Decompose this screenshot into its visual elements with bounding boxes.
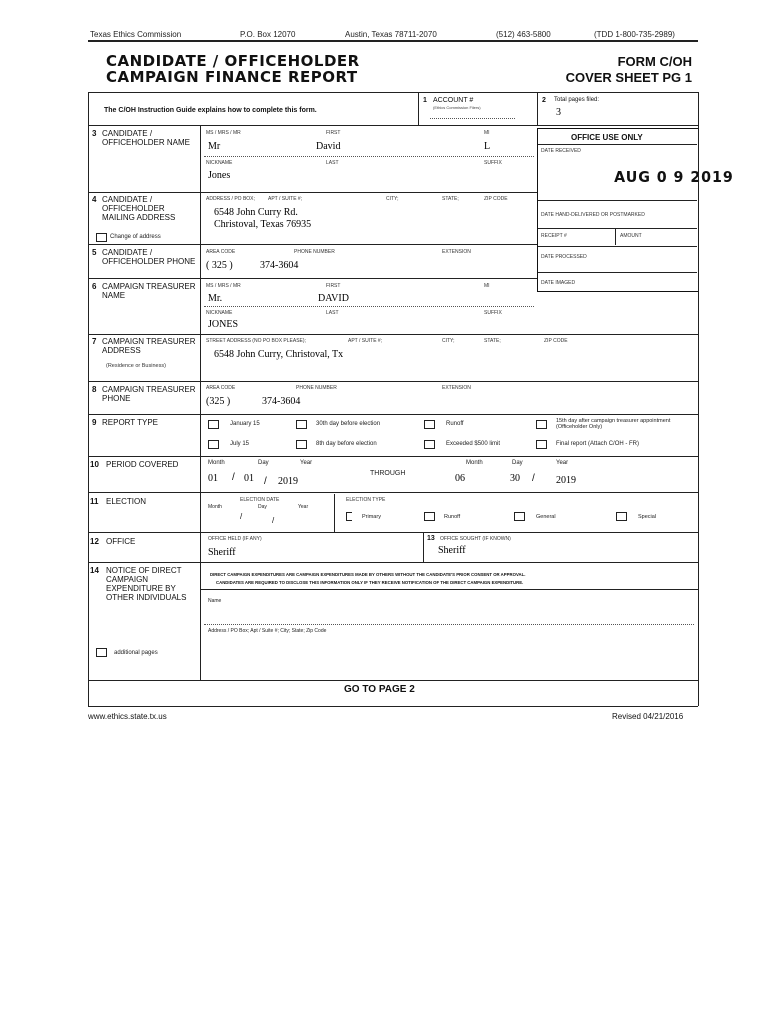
rule — [88, 532, 698, 533]
state-label: STATE; — [484, 338, 501, 344]
area-code-label: AREA CODE — [206, 385, 236, 391]
last-label: LAST — [326, 310, 339, 316]
form-code: FORM C/OH — [617, 54, 692, 69]
amount-label: AMOUNT — [620, 233, 642, 239]
divider — [537, 93, 538, 125]
rule — [538, 272, 697, 273]
received-date-stamp: AUG 0 9 2019 — [614, 168, 734, 186]
section-title: REPORT TYPE — [102, 418, 159, 427]
day-label: Day — [512, 460, 523, 466]
primary-label: Primary — [362, 514, 381, 520]
day-label: Day — [258, 504, 267, 510]
section-number: 11 — [90, 497, 99, 506]
rule — [88, 492, 698, 493]
account-sub-label: (Ethics Commission Filers) — [433, 105, 481, 110]
divider — [615, 229, 616, 245]
special-label: Special — [638, 514, 657, 520]
first-label: FIRST — [326, 283, 341, 289]
total-pages-value[interactable]: 3 — [556, 107, 561, 118]
report-type-label: Final report (Attach C/OH - FR) — [556, 441, 640, 447]
year-label: Year — [556, 460, 569, 466]
office-sought-label: OFFICE SOUGHT (IF KNOWN) — [440, 536, 511, 542]
month-label: Month — [208, 460, 225, 466]
office-use-title: OFFICE USE ONLY — [571, 133, 643, 142]
treasurer-area-code[interactable]: (325 ) — [206, 396, 231, 407]
city-address: Austin, Texas 78711-2070 — [345, 30, 437, 39]
period-to-day[interactable]: 30 — [510, 473, 520, 484]
address-label: ADDRESS / PO BOX; — [206, 196, 255, 202]
office-held-label: OFFICE HELD (IF ANY) — [208, 536, 262, 542]
instruction-text: The C/OH Instruction Guide explains how to complete this form. — [104, 107, 317, 114]
rule — [88, 562, 698, 563]
suffix-label: SUFFIX — [484, 310, 502, 316]
form-left-edge — [88, 92, 89, 706]
divider — [423, 532, 424, 562]
receipt-label: RECEIPT # — [541, 233, 567, 239]
section-title: CAMPAIGN TREASURER NAME — [102, 282, 196, 300]
account-input-line[interactable] — [430, 118, 515, 119]
special-checkbox[interactable] — [616, 512, 627, 521]
section-title: CAMPAIGN TREASURER PHONE — [102, 385, 196, 403]
street-label: STREET ADDRESS (NO PO BOX PLEASE); — [206, 338, 306, 344]
report-type-checkbox[interactable] — [296, 440, 307, 449]
rule — [200, 589, 698, 590]
apt-label: APT / SUITE #; — [348, 338, 383, 344]
website: www.ethics.state.tx.us — [88, 712, 167, 721]
field-line — [204, 306, 534, 307]
agency-name: Texas Ethics Commission — [90, 30, 182, 39]
rule — [88, 381, 698, 382]
candidate-phone[interactable]: 374-3604 — [260, 260, 299, 271]
report-type-checkbox[interactable] — [208, 440, 219, 449]
section-title: OFFICE — [106, 537, 136, 546]
candidate-mi[interactable]: L — [484, 141, 491, 152]
year-label: Year — [298, 504, 309, 510]
rule — [88, 278, 537, 279]
change-of-address-checkbox[interactable] — [96, 233, 107, 242]
section-title: PERIOD COVERED — [106, 460, 179, 469]
additional-pages-checkbox[interactable] — [96, 648, 107, 657]
field-line — [204, 156, 534, 157]
date-separator: / — [264, 476, 267, 487]
period-from-month[interactable]: 01 — [208, 473, 218, 484]
title-line-1: CANDIDATE / OFFICEHOLDER — [106, 52, 360, 70]
report-type-checkbox[interactable] — [536, 420, 547, 429]
additional-pages-label: additional pages — [114, 650, 158, 656]
treasurer-prefix[interactable]: Mr. — [208, 293, 223, 304]
title-line-2: CAMPAIGN FINANCE REPORT — [106, 68, 358, 86]
section-title: CANDIDATE / OFFICEHOLDER NAME — [102, 129, 191, 147]
total-pages-index: 2 — [542, 97, 546, 104]
notice-line-1: DIRECT CAMPAIGN EXPENDITURES ARE CAMPAIGN EXPENDITURES MADE BY OTHERS WITHOUT THE CANDIDATE'S PRIOR CONSENT OR APPROVAL. — [210, 572, 526, 577]
runoff-checkbox[interactable] — [424, 512, 435, 521]
date-received-label: DATE RECEIVED — [541, 148, 581, 154]
general-checkbox[interactable] — [514, 512, 525, 521]
area-code-value: 325 — [211, 260, 227, 271]
treasurer-first-name[interactable]: DAVID — [318, 293, 349, 304]
rule — [88, 125, 698, 126]
section-number: 6 — [92, 282, 97, 291]
divider — [334, 494, 335, 532]
city-label: CITY; — [442, 338, 455, 344]
zip-label: ZIP CODE — [544, 338, 568, 344]
po-box: P.O. Box 12070 — [240, 30, 296, 39]
report-type-label: July 15 — [230, 441, 250, 447]
report-type-checkbox[interactable] — [424, 420, 435, 429]
hand-delivered-label: DATE HAND-DELIVERED OR POSTMARKED — [541, 212, 645, 218]
rule — [88, 192, 537, 193]
cover-sheet-label: COVER SHEET PG 1 — [565, 70, 692, 85]
treasurer-last-name[interactable]: JONES — [208, 319, 239, 330]
section-number: 7 — [92, 337, 97, 346]
mi-label: MI — [484, 283, 490, 289]
period-from-day[interactable]: 01 — [244, 473, 254, 484]
election-date-label: ELECTION DATE — [240, 497, 280, 503]
day-label: Day — [258, 460, 269, 466]
date-processed-label: DATE PROCESSED — [541, 254, 587, 260]
section-title: CANDIDATE / OFFICEHOLDER PHONE — [102, 248, 196, 266]
section-title: NOTICE OF DIRECT CAMPAIGN EXPENDITURE BY OTHER INDIVIDUALS — [106, 566, 187, 602]
apt-label: APT / SUITE #; — [268, 196, 303, 202]
mailing-address-line-1[interactable]: 6548 John Curry Rd. — [214, 207, 298, 218]
name-label: Name — [208, 598, 222, 604]
section-7-sub: (Residence or Business) — [106, 363, 166, 369]
section-title: CAMPAIGN TREASURER ADDRESS — [102, 337, 196, 355]
mi-label: MI — [484, 130, 490, 136]
nickname-label: NICKNAME — [206, 310, 233, 316]
phone-number: (512) 463-5800 — [496, 30, 551, 39]
date-separator: / — [272, 516, 275, 525]
report-type-label: 30th day before election — [316, 421, 381, 427]
notice-line-2: CANDIDATES ARE REQUIRED TO DISCLOSE THIS INFORMATION ONLY IF THEY RECEIVE NOTIFICATION OF THE DIRECT CAMPAIGN EXPENDITURE. — [216, 580, 524, 585]
address-label: Address / PO Box; Apt / Suite #; City; State; Zip Code — [208, 628, 327, 634]
date-separator: / — [240, 512, 243, 521]
area-code-value: 325 — [209, 396, 225, 407]
rule — [88, 244, 537, 245]
report-type-checkbox[interactable] — [424, 440, 435, 449]
rule — [88, 706, 698, 707]
general-label: General — [536, 514, 556, 520]
report-type-checkbox[interactable] — [296, 420, 307, 429]
section-number: 4 — [92, 195, 97, 204]
candidate-area-code[interactable]: ( 325 ) — [206, 260, 233, 271]
rule — [538, 144, 697, 145]
rule — [88, 334, 698, 335]
section-number: 8 — [92, 385, 97, 394]
section-13-number: 13 — [427, 535, 435, 542]
month-label: Month — [466, 460, 483, 466]
section-number: 14 — [90, 566, 99, 575]
account-number-index: 1 — [423, 97, 427, 104]
rule — [88, 456, 698, 457]
state-label: STATE; — [442, 196, 459, 202]
form-right-edge — [698, 92, 699, 706]
date-imaged-label: DATE IMAGED — [541, 280, 576, 286]
section-number: 5 — [92, 248, 97, 257]
header-rule — [88, 40, 698, 42]
treasurer-address[interactable]: 6548 John Curry, Christoval, Tx — [214, 349, 344, 360]
prefix-label: MS / MRS / MR — [206, 130, 241, 136]
office-sought-value[interactable]: Sheriff — [438, 545, 466, 556]
phone-label: PHONE NUMBER — [294, 249, 335, 255]
month-label: Month — [208, 504, 222, 510]
section-number: 9 — [92, 418, 97, 427]
extension-label: EXTENSION — [442, 385, 471, 391]
date-separator: / — [532, 473, 535, 484]
date-separator: / — [232, 472, 235, 483]
suffix-label: SUFFIX — [484, 160, 502, 166]
title-rule — [88, 92, 698, 93]
prefix-label: MS / MRS / MR — [206, 283, 241, 289]
tdd-number: (TDD 1-800-735-2989) — [594, 30, 675, 39]
total-pages-label: Total pages filed: — [554, 97, 600, 103]
report-type-checkbox[interactable] — [536, 440, 547, 449]
treasurer-phone[interactable]: 374-3604 — [262, 396, 301, 407]
divider — [418, 93, 419, 125]
candidate-last-name[interactable]: Jones — [208, 170, 231, 181]
phone-label: PHONE NUMBER — [296, 385, 337, 391]
report-type-label: Runoff — [446, 421, 464, 427]
zip-label: ZIP CODE — [484, 196, 508, 202]
mailing-address-line-2[interactable]: Christoval, Texas 76935 — [214, 219, 312, 230]
city-label: CITY; — [386, 196, 399, 202]
report-type-label: 15th day after campaign treasurer appointment (Officeholder Only) — [556, 418, 671, 430]
extension-label: EXTENSION — [442, 249, 471, 255]
year-label: Year — [300, 460, 313, 466]
section-title: CANDIDATE / OFFICEHOLDER MAILING ADDRESS — [102, 195, 176, 222]
go-to-page-2: GO TO PAGE 2 — [344, 684, 415, 695]
field-line — [204, 624, 694, 625]
section-number: 12 — [90, 537, 99, 546]
rule — [538, 228, 697, 229]
rule — [88, 414, 698, 415]
report-type-checkbox[interactable] — [208, 420, 219, 429]
revised-date: Revised 04/21/2016 — [612, 712, 684, 721]
office-held-value[interactable]: Sheriff — [208, 547, 236, 558]
period-from-year[interactable]: 2019 — [278, 476, 298, 487]
area-code-label: AREA CODE — [206, 249, 236, 255]
rule — [88, 680, 698, 681]
rule — [538, 200, 697, 201]
candidate-first-name[interactable]: David — [316, 141, 341, 152]
report-type-label: 8th day before election — [316, 441, 377, 447]
first-label: FIRST — [326, 130, 341, 136]
section-number: 3 — [92, 129, 97, 138]
through-label: THROUGH — [370, 470, 406, 477]
period-to-year[interactable]: 2019 — [556, 475, 576, 486]
section-title: ELECTION — [106, 497, 147, 506]
election-type-label: ELECTION TYPE — [346, 497, 386, 503]
last-label: LAST — [326, 160, 339, 166]
change-of-address-label: Change of address — [110, 234, 161, 240]
runoff-label: Runoff — [444, 514, 461, 520]
section-number: 10 — [90, 460, 99, 469]
label-column-divider — [200, 125, 201, 680]
report-type-label: Exceeded $500 limit — [446, 441, 501, 447]
report-type-label: January 15 — [230, 421, 260, 427]
nickname-label: NICKNAME — [206, 160, 233, 166]
primary-checkbox[interactable] — [346, 512, 352, 521]
account-label: ACCOUNT # — [433, 97, 474, 104]
candidate-prefix[interactable]: Mr — [208, 141, 221, 152]
period-to-month[interactable]: 06 — [455, 473, 465, 484]
rule — [538, 246, 697, 247]
